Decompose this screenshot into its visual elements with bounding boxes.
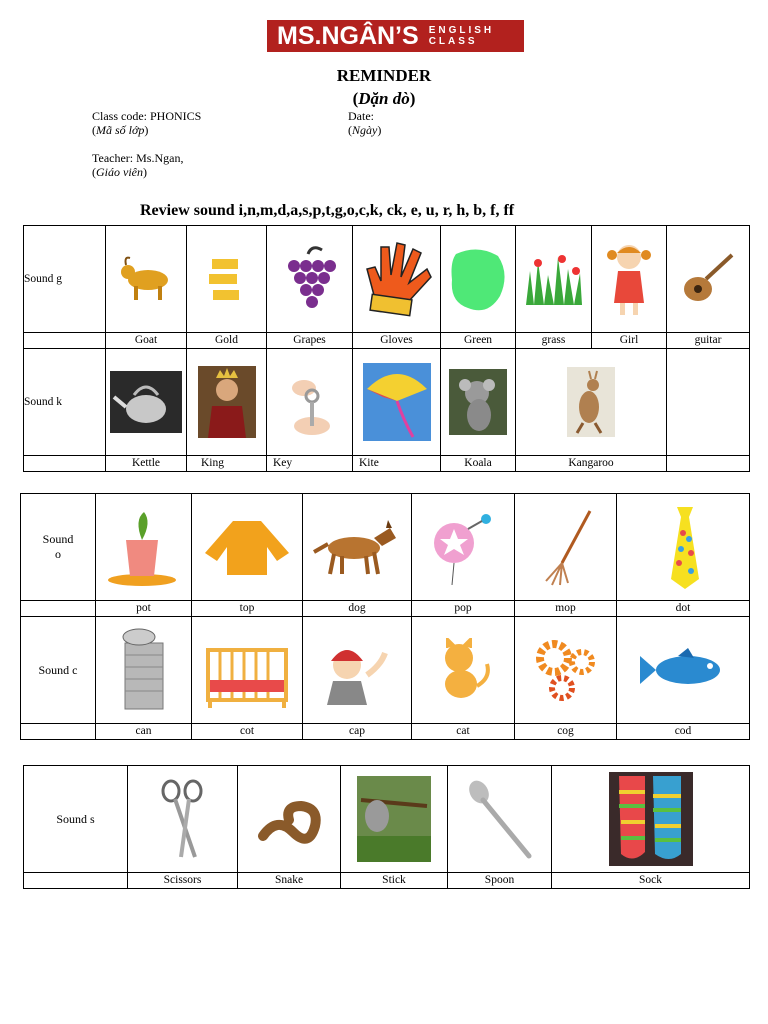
word-kettle: Kettle — [106, 456, 187, 472]
cot-picture — [192, 617, 303, 724]
spacer-cell — [24, 456, 106, 472]
koala-picture — [441, 349, 516, 456]
spacer-cell — [24, 333, 106, 349]
word-pot: pot — [96, 601, 192, 617]
guitar-picture — [667, 226, 750, 333]
word-kangaroo: Kangaroo — [516, 456, 667, 472]
girl-picture — [592, 226, 667, 333]
word-gold: Gold — [187, 333, 267, 349]
green-picture — [441, 226, 516, 333]
mop-picture — [515, 494, 617, 601]
sound-g-label: Sound g — [24, 226, 106, 333]
word-cot: cot — [192, 724, 303, 740]
stick-picture — [341, 766, 448, 873]
sound-o-label-2: o — [55, 547, 61, 561]
teacher-vi: Giáo viên — [96, 165, 143, 179]
cog-picture — [515, 617, 617, 724]
pop-picture — [412, 494, 515, 601]
word-cog: cog — [515, 724, 617, 740]
word-pop: pop — [412, 601, 515, 617]
date-label: Date: — [348, 109, 374, 123]
word-gloves: Gloves — [353, 333, 441, 349]
sound-g-k-table — [23, 225, 750, 472]
word-key: Key — [267, 456, 353, 472]
kettle-picture — [106, 349, 187, 456]
scissors-picture — [128, 766, 238, 873]
teacher-label: Teacher: Ms.Ngan, — [92, 151, 184, 165]
class-code-block: Class code: PHONICS (Mã số lớp) — [92, 109, 202, 137]
sound-o-c-table — [20, 493, 750, 740]
word-sock: Sock — [552, 873, 750, 889]
king-picture — [187, 349, 267, 456]
can-picture — [96, 617, 192, 724]
dot-picture — [617, 494, 750, 601]
grapes-picture — [267, 226, 353, 333]
sound-c-label: Sound c — [21, 617, 96, 724]
word-snake: Snake — [238, 873, 341, 889]
word-mop: mop — [515, 601, 617, 617]
sound-s-table — [23, 765, 750, 889]
dog-picture — [303, 494, 412, 601]
word-green: Green — [441, 333, 516, 349]
word-dog: dog — [303, 601, 412, 617]
spacer-cell — [21, 601, 96, 617]
pot-picture — [96, 494, 192, 601]
kangaroo-picture — [516, 349, 667, 456]
word-grapes: Grapes — [267, 333, 353, 349]
word-stick: Stick — [341, 873, 448, 889]
paren-open: ( — [352, 89, 359, 108]
word-kite: Kite — [353, 456, 441, 472]
sock-picture — [552, 766, 750, 873]
sound-o-label — [21, 494, 96, 601]
sound-k-label: Sound k — [24, 349, 106, 456]
word-koala: Koala — [441, 456, 516, 472]
kite-picture — [353, 349, 441, 456]
word-girl: Girl — [592, 333, 667, 349]
word-grass: grass — [516, 333, 592, 349]
spacer-cell — [24, 873, 128, 889]
word-cat: cat — [412, 724, 515, 740]
word-spoon: Spoon — [448, 873, 552, 889]
class-code-vi: Mã số lớp — [96, 123, 145, 137]
top-picture — [192, 494, 303, 601]
word-king: King — [187, 456, 267, 472]
sound-s-label: Sound s — [24, 766, 128, 873]
cod-picture — [617, 617, 750, 724]
logo-english: ENGLISH — [428, 25, 495, 36]
goat-picture — [106, 226, 187, 333]
word-scissors: Scissors — [128, 873, 238, 889]
logo-main-text: MS.NGÂN’S — [277, 21, 419, 50]
page-subtitle — [0, 89, 768, 109]
gloves-picture — [353, 226, 441, 333]
date-block: Date: (Ngày) — [348, 109, 382, 137]
cat-picture — [412, 617, 515, 724]
date-vi: Ngày — [352, 123, 378, 137]
word-can: can — [96, 724, 192, 740]
word-top: top — [192, 601, 303, 617]
logo-class: CLASS — [428, 36, 478, 47]
cap-picture — [303, 617, 412, 724]
page-title: REMINDER — [336, 66, 432, 85]
review-title: Review sound i,n,m,d,a,s,p,t,g,o,c,k, ck, e, u, r, h, b, f, ff — [140, 202, 515, 219]
subtitle-text: Dặn dò — [358, 89, 410, 108]
teacher-block: Teacher: Ms.Ngan, (Giáo viên) — [92, 151, 184, 179]
word-guitar: guitar — [667, 333, 750, 349]
logo-sub-text — [429, 25, 494, 47]
word-cod: cod — [617, 724, 750, 740]
empty-cell — [667, 349, 750, 456]
key-picture — [267, 349, 353, 456]
grass-picture — [516, 226, 592, 333]
sound-o-label-1: Sound — [42, 532, 74, 546]
class-logo — [267, 20, 524, 52]
empty-cell — [667, 456, 750, 472]
gold-picture — [187, 226, 267, 333]
word-goat: Goat — [106, 333, 187, 349]
snake-picture — [238, 766, 341, 873]
class-code: Class code: PHONICS — [92, 109, 202, 123]
paren-close: ) — [409, 89, 416, 108]
word-cap: cap — [303, 724, 412, 740]
spacer-cell — [21, 724, 96, 740]
spoon-picture — [448, 766, 552, 873]
word-dot: dot — [617, 601, 750, 617]
